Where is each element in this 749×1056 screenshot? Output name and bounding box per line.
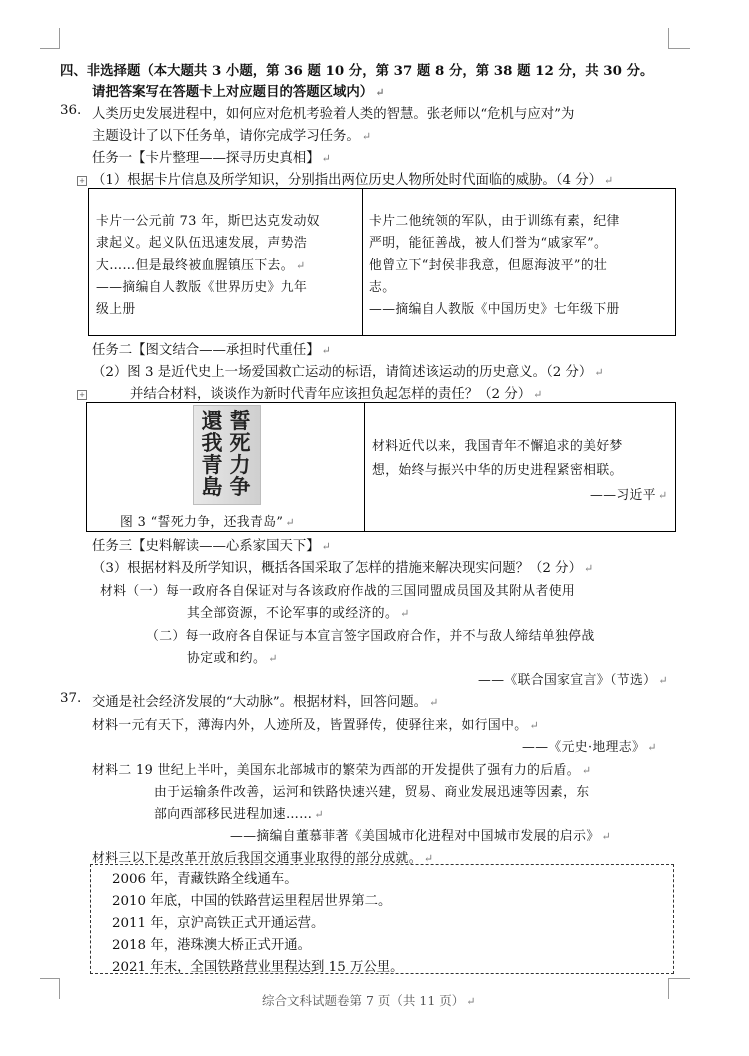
- table-move-handle-icon[interactable]: +: [77, 390, 87, 400]
- task2-title: 任务二【图文结合——承担时代重任】 ↵: [92, 343, 331, 358]
- task3-question: （3）根据材料及所学知识，概括各国采取了怎样的措施来解决现实问题？（2 分） ↵: [92, 561, 594, 576]
- achievement-item: 2006 年，青藏铁路全线通车。: [112, 872, 298, 887]
- table-move-handle-icon[interactable]: +: [77, 176, 87, 186]
- achievement-item: 2010 年底，中国的铁路营运里程居世界第二。: [112, 894, 392, 909]
- q36-intro-line2: 主题设计了以下任务单，请你完成学习任务。 ↵: [92, 129, 372, 144]
- achievement-item: 2011 年，京沪高铁正式开通运营。: [112, 916, 325, 931]
- crop-mark: [40, 48, 60, 49]
- material-line2: 想，始终与振兴中华的历史进程紧密相联。: [372, 463, 623, 478]
- crop-mark: [59, 28, 60, 49]
- task1-question: （1）根据卡片信息及所学知识，分别指出两位历史人物所处时代面临的威胁。（4 分） ↵: [92, 173, 614, 188]
- q36-intro-line1: 人类历史发展进程中，如何应对危机考验着人类的智慧。张老师以“危机与应对”为: [92, 107, 575, 122]
- card2-line4: 志。: [369, 280, 396, 295]
- q37-number: 37.: [60, 691, 82, 706]
- card2-line1: 卡片二他统领的军队，由于训练有素，纪律: [369, 214, 620, 229]
- q37-material2-line3: 部向西部移民进程加速…… ↵: [154, 807, 324, 822]
- card1-line5: 级上册: [96, 302, 136, 317]
- card2-line5: ——摘编自人教版《中国历史》七年级下册: [369, 302, 620, 317]
- crop-mark: [59, 978, 60, 999]
- page-footer: 综合文科试题卷第 7 页（共 11 页） ↵: [262, 993, 476, 1008]
- achievement-item: 2021 年末，全国铁路营业里程达到 15 万公里。: [112, 960, 404, 975]
- protest-banner-image: [193, 405, 261, 505]
- crop-mark: [668, 48, 690, 49]
- crop-mark: [668, 978, 690, 979]
- declaration-item1-line2: 其全部资源，不论军事的或经济的。 ↵: [187, 606, 410, 621]
- material-line1: 材料近代以来，我国青年不懈追求的美好梦: [372, 439, 623, 454]
- banner-text-left: 還我青島: [201, 408, 223, 499]
- achievement-item: 2018 年，港珠澳大桥正式开通。: [112, 938, 312, 953]
- figure-caption: 图 3 “誓死力争，还我青岛” ↵: [120, 515, 295, 530]
- card1-line4: ——摘编自人教版《世界历史》九年: [96, 280, 308, 295]
- banner-text-right: 誓死力争: [229, 408, 251, 499]
- q37-intro: 交通是社会经济发展的“大动脉”。根据材料，回答问题。 ↵: [92, 695, 439, 710]
- task2-question2: 并结合材料，谈谈作为新时代青年应该担负起怎样的责任？（2 分） ↵: [130, 387, 543, 402]
- q37-material1: 材料一元有天下，薄海内外，人迹所及，皆置驿传，使驿往来，如行国中。 ↵: [92, 718, 540, 733]
- q36-number: 36.: [60, 103, 82, 118]
- q37-material1-source: ——《元史·地理志》 ↵: [522, 740, 657, 755]
- card1-line2: 隶起义。起义队伍迅速发展，声势浩: [96, 236, 308, 251]
- crop-mark: [40, 978, 60, 979]
- material-source: ——习近平 ↵: [590, 488, 668, 503]
- declaration-item2-line1: （二）每一政府各自保证与本宣言签字国政府合作，并不与敌人缔结单独停战: [146, 629, 595, 644]
- declaration-source: ——《联合国家宣言》（节选） ↵: [478, 673, 668, 688]
- task3-title: 任务三【史料解读——心系家国天下】 ↵: [92, 539, 331, 554]
- crop-mark: [668, 978, 669, 999]
- card2-line3: 他曾立下“封侯非我意，但愿海波平”的壮: [369, 258, 608, 273]
- task1-title: 任务一【卡片整理——探寻历史真相】 ↵: [92, 151, 331, 166]
- q37-material3: 材料三以下是改革开放后我国交通事业取得的部分成就。 ↵: [92, 851, 434, 866]
- q37-material2-line1: 材料二 19 世纪上半叶，美国东北部城市的繁荣为西部的开发提供了强有力的后盾。 ↵: [92, 763, 592, 778]
- q37-material2-source: ——摘编自董慕菲著《美国城市化进程对中国城市发展的启示》 ↵: [230, 829, 612, 844]
- crop-mark: [668, 28, 669, 49]
- task2-question1: （2）图 3 是近代史上一场爱国救亡运动的标语，请简述该运动的历史意义。（2 分） ↵: [92, 365, 604, 380]
- section-heading-line2: 请把答案写在答题卡上对应题目的答题区域内） ↵: [92, 84, 385, 100]
- card1-line1: 卡片一公元前 73 年，斯巴达克发动奴: [96, 214, 320, 229]
- declaration-item1-line1: 材料（一）每一政府各自保证对与各该政府作战的三国同盟成员国及其附从者使用: [100, 584, 576, 599]
- figure-table-divider: [364, 402, 365, 531]
- card-table-divider: [362, 188, 363, 335]
- section-heading-line1: 四、非选择题（本大题共 3 小题，第 36 题 10 分，第 37 题 8 分，第 38 题 12 分，共 30 分。: [60, 63, 654, 79]
- q37-material2-line2: 由于运输条件改善，运河和铁路快速兴建，贸易、商业发展迅速等因素，东: [154, 785, 590, 800]
- declaration-item2-line2: 协定或和约。 ↵: [187, 651, 278, 666]
- card2-line2: 严明，能征善战，被人们誉为“戚家军”。: [369, 236, 608, 251]
- card1-line3: 大……但是最终被血腥镇压下去。 ↵: [96, 258, 306, 273]
- section-heading: [60, 60, 653, 79]
